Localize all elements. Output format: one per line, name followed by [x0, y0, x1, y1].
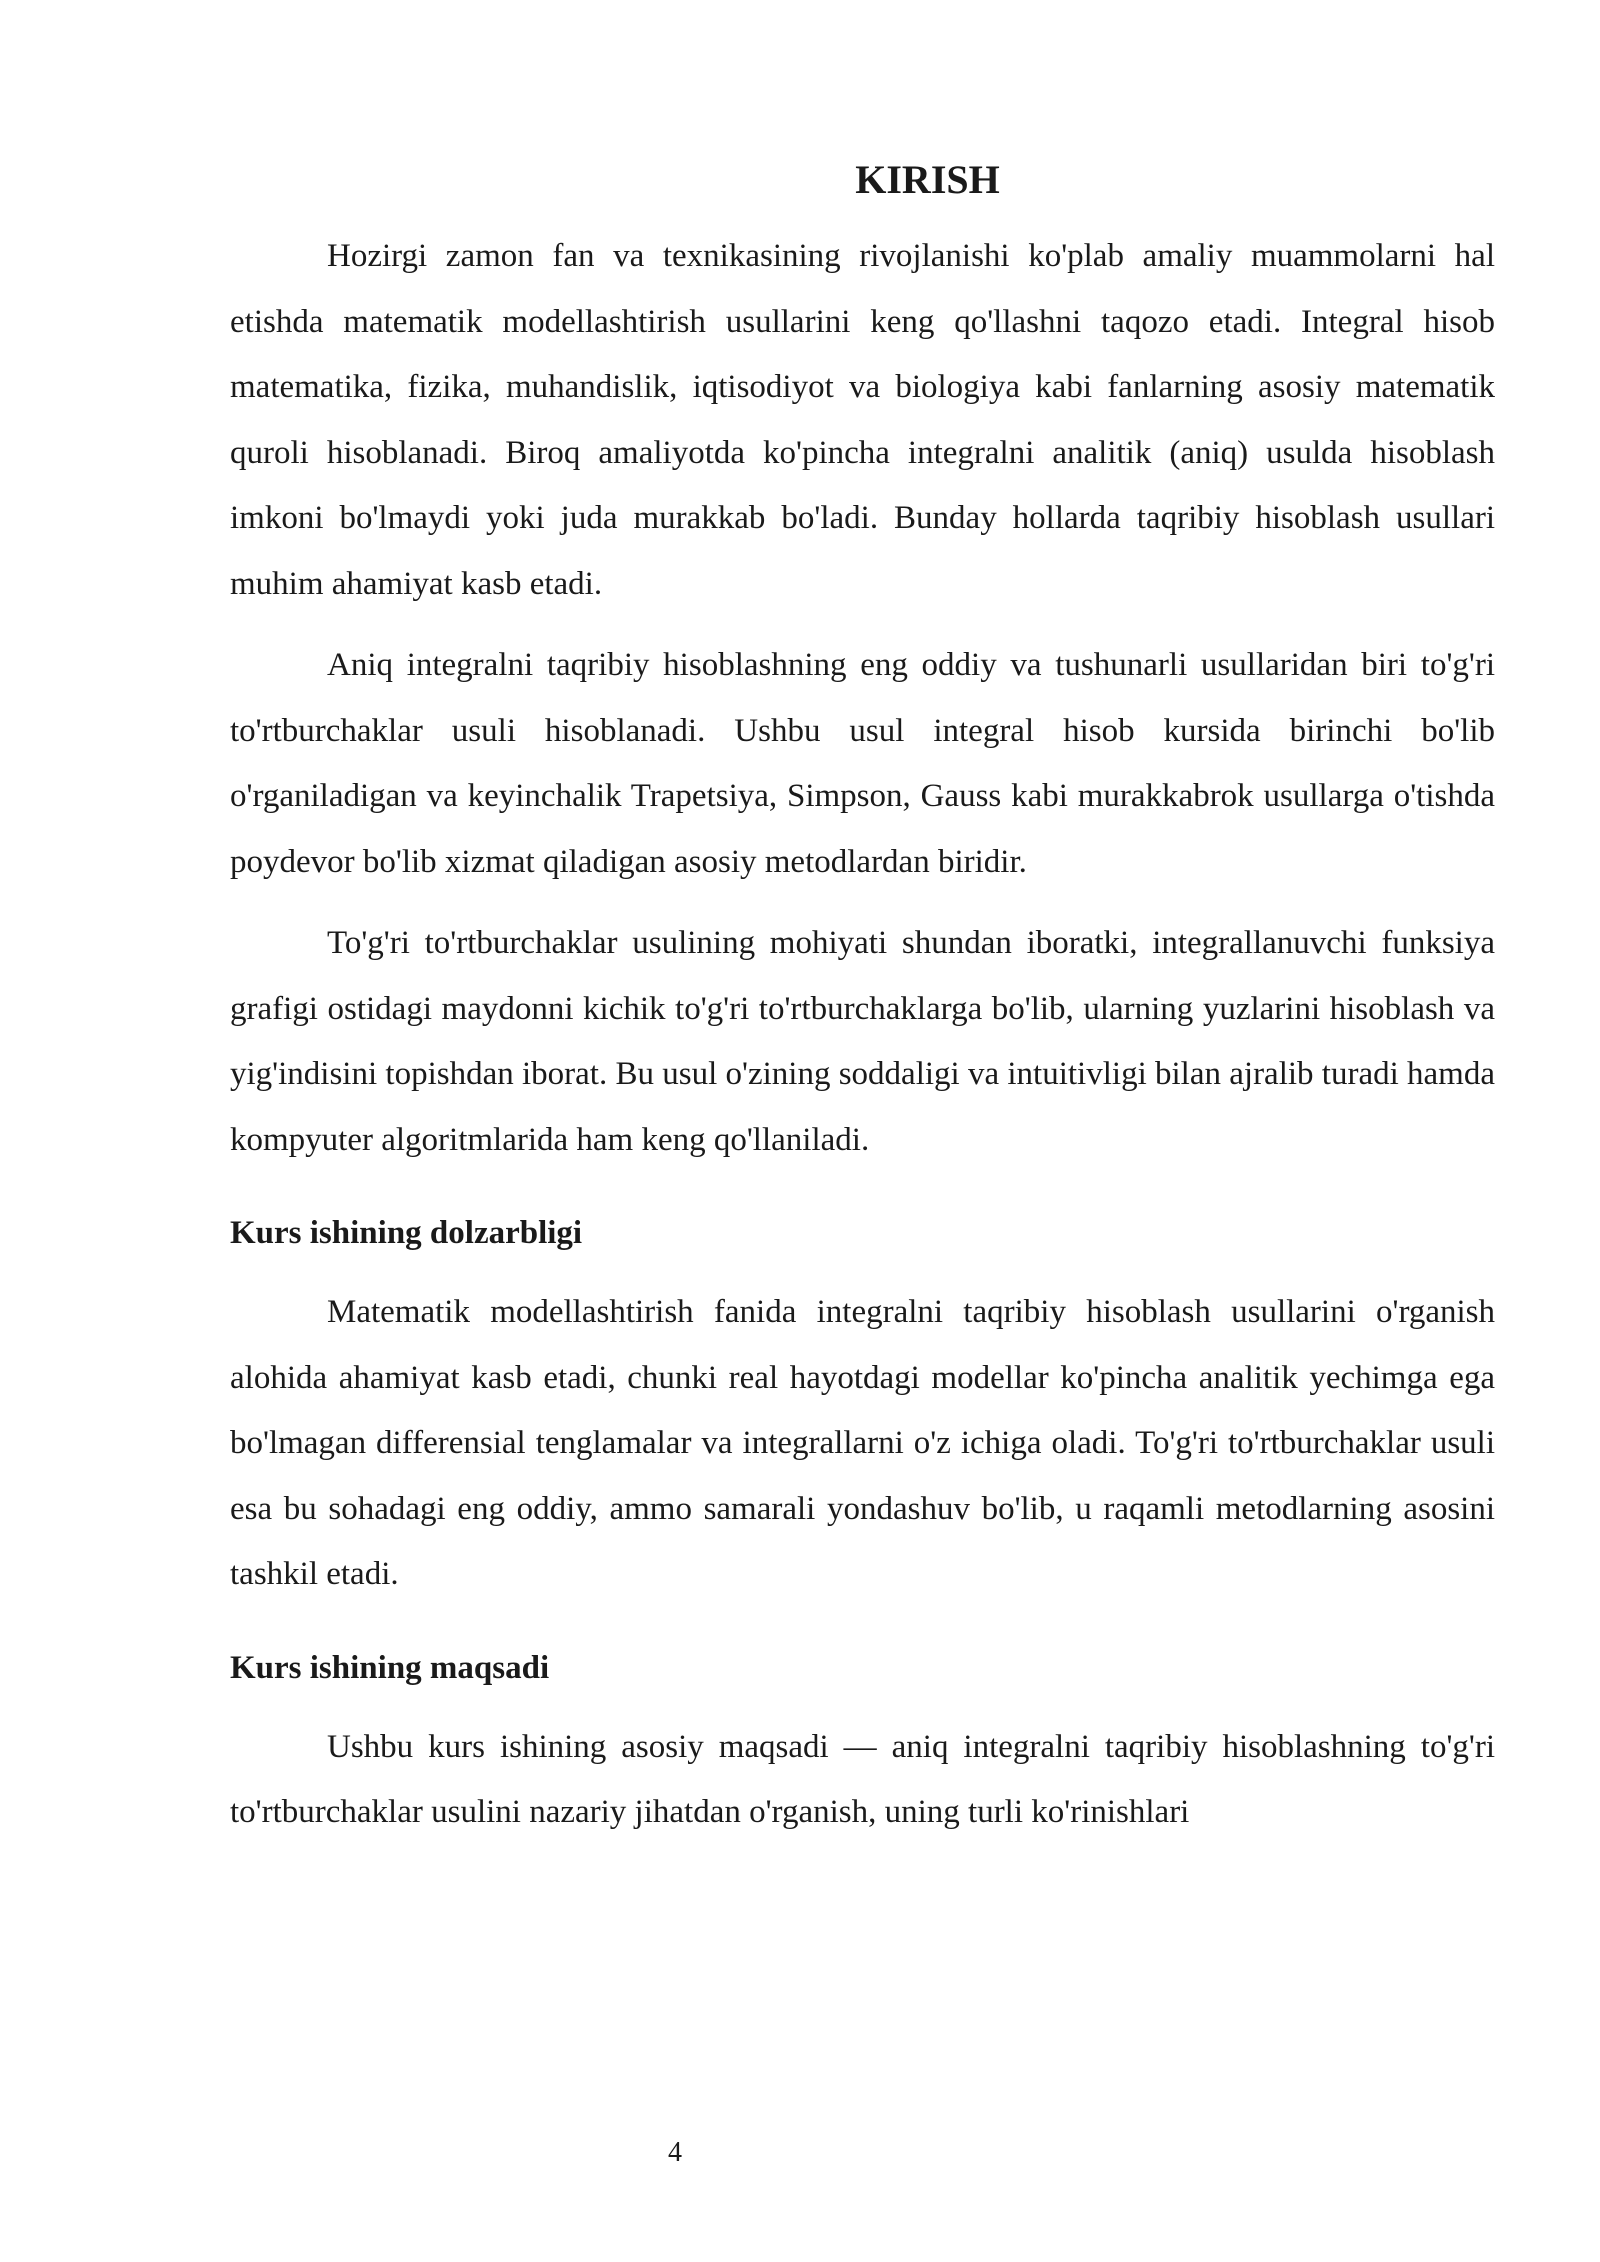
intro-paragraph-1: Hozirgi zamon fan va texnikasining rivojlanishi ko'plab amaliy muammolarni hal etishda matematik modellashtirish usullarini keng qo'llashni taqozo etadi. Integral hisob matematika, fizika, muhandislik, iqtisodiyot va biologiya kabi fanlarning asosiy matematik quroli hisoblanadi. Biroq amaliyotda ko'pincha integralni analitik (aniq) usulda hisoblash imkoni bo'lmaydi yoki juda murakkab bo'ladi. Bunday hollarda taqribiy hisoblash usullari muhim ahamiyat kasb etadi. — [230, 238, 1495, 602]
section-heading-goal: Kurs ishining maqsadi — [230, 1649, 550, 1686]
intro-paragraph-2: Aniq integralni taqribiy hisoblashning eng oddiy va tushunarli usullaridan biri to'g'ri to'rtburchaklar usuli hisoblanadi. Ushbu usul integral hisob kursida birinchi bo'lib o'rganiladigan va keyinchalik Trapetsiya, Simpson, Gauss kabi murakkabrok usullarga o'tishda poydevor bo'lib xizmat qiladigan asosiy metodlardan biridir. — [230, 647, 1495, 880]
document-page — [230, 150, 1495, 1862]
page-number: 4 — [668, 2137, 682, 2168]
page-title: KIRISH — [855, 157, 1000, 202]
section-heading-relevance: Kurs ishining dolzarbligi — [230, 1215, 583, 1251]
intro-paragraph-3: To'g'ri to'rtburchaklar usulining mohiyati shundan iboratki, integrallanuvchi funksiya grafigi ostidagi maydonni kichik to'g'ri to'rtburchaklarga bo'lib, ularning yuzlarini hisoblash va yig'indisini topishdan iborat. Bu usul o'zining soddaligi va intuitivligi bilan ajralib turadi hamda kompyuter algoritmlarida ham keng qo'llaniladi. — [230, 925, 1495, 1158]
relevance-paragraph: Matematik modellashtirish fanida integralni taqribiy hisoblash usullarini o'rganish alohida ahamiyat kasb etadi, chunki real hayotdagi modellar ko'pincha analitik yechimga ega bo'lmagan differensial tenglamalar va integrallarni o'z ichiga oladi. To'g'ri to'rtburchaklar usuli esa bu sohadagi eng oddiy, ammo samarali yondashuv bo'lib, u raqamli metodlarning asosini tashkil etadi. — [230, 1294, 1495, 1592]
goal-paragraph: Ushbu kurs ishining asosiy maqsadi — aniq integralni taqribiy hisoblashning to'g'ri to'rtburchaklar usulini nazariy jihatdan o'rganish, uning turli ko'rinishlari — [230, 1728, 1495, 1830]
